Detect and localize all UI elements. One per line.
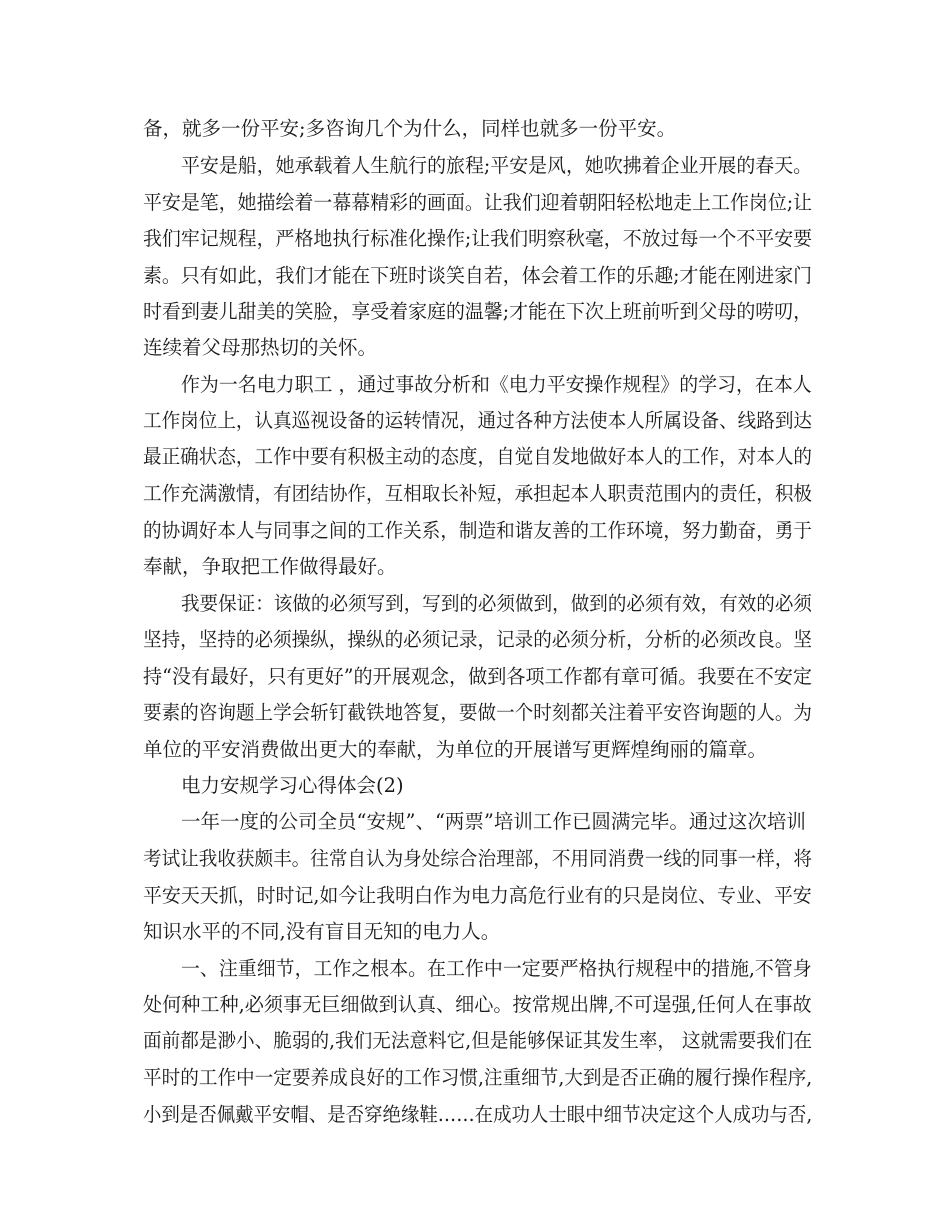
text-line: 平时的工作中一定要养成良好的工作习惯,注重细节,大到是否正确的履行操作程序, (143, 1066, 813, 1089)
text-line: 持“没有最好，只有更好”的开展观念，做到各项工作都有章可循。我要在不安定 (143, 665, 812, 688)
text-line: 要素的咨询题上学会斩钉截铁地答复，要做一个时刻都关注着平安咨询题的人。为 (143, 701, 813, 724)
text-line: 我要保证：该做的必须写到，写到的必须做到，做到的必须有效，有效的必须 (181, 592, 812, 615)
text-line: 处何种工种,必须事无巨细做到认真、细心。按常规出牌,不可逞强,任何人在事故 (143, 993, 812, 1016)
text-line: 一、注重细节，工作之根本。在工作中一定要严格执行规程中的措施,不管身 (181, 957, 812, 980)
text-line: 最正确状态，工作中要有积极主动的态度，自觉自发地做好本人的工作，对本人的 (143, 445, 813, 468)
text-line: 面前都是渺小、脆弱的,我们无法意料它,但是能够保证其发生率， 这就需要我们在 (143, 1029, 813, 1052)
text-line: 平安天天抓，时时记,如今让我明白作为电力高危行业有的只是岗位、专业、平安 (143, 884, 812, 907)
text-line: 时看到妻儿甜美的笑脸，享受着家庭的温馨;才能在下次上班前听到父母的唠叨， (143, 300, 813, 323)
text-line: 小到是否佩戴平安帽、是否穿绝缘鞋……在成功人士眼中细节决定这个人成功与否, (143, 1103, 813, 1126)
text-line: 工作充满激情，有团结协作，互相取长补短，承担起本人职责范围内的责任，积极 (143, 482, 813, 505)
text-line: 考试让我收获颇丰。往常自认为身处综合治理部，不用同消费一线的同事一样，将 (143, 847, 813, 870)
section-heading: 电力安规学习心得体会(2) (181, 774, 404, 797)
text-line: 的协调好本人与同事之间的工作关系，制造和谐友善的工作环境，努力勤奋，勇于 (143, 519, 813, 542)
text-line: 备，就多一份平安;多咨询几个为什么，同样也就多一份平安。 (143, 117, 677, 140)
text-line: 作为一名电力职工 ，通过事故分析和《电力平安操作规程》的学习，在本人 (181, 373, 812, 396)
text-line: 工作岗位上，认真巡视设备的运转情况，通过各种方法使本人所属设备、线路到达 (143, 409, 813, 432)
text-line: 知识水平的不同,没有盲目无知的电力人。 (143, 920, 501, 943)
text-line: 连续着父母那热切的关怀。 (143, 336, 378, 359)
text-line: 素。只有如此，我们才能在下班时谈笑自若，体会着工作的乐趣;才能在刚进家门 (143, 264, 813, 287)
text-line: 奉献，争取把工作做得最好。 (143, 555, 397, 578)
text-line: 我们牢记规程，严格地执行标准化操作;让我们明察秋毫，不放过每一个不平安要 (143, 227, 813, 250)
text-line: 坚持，坚持的必须操纵，操纵的必须记录，记录的必须分析，分析的必须改良。坚 (143, 628, 813, 651)
text-line: 平安是笔，她描绘着一幕幕精彩的画面。让我们迎着朝阳轻松地走上工作岗位;让 (143, 191, 813, 214)
text-line: 平安是船，她承载着人生航行的旅程;平安是风，她吹拂着企业开展的春天。 (181, 154, 813, 177)
text-line: 单位的平安消费做出更大的奉献，为单位的开展谱写更辉煌绚丽的篇章。 (143, 738, 768, 761)
text-line: 一年一度的公司全员“安规”、“两票”培训工作已圆满完毕。通过这次培训 (181, 810, 806, 833)
